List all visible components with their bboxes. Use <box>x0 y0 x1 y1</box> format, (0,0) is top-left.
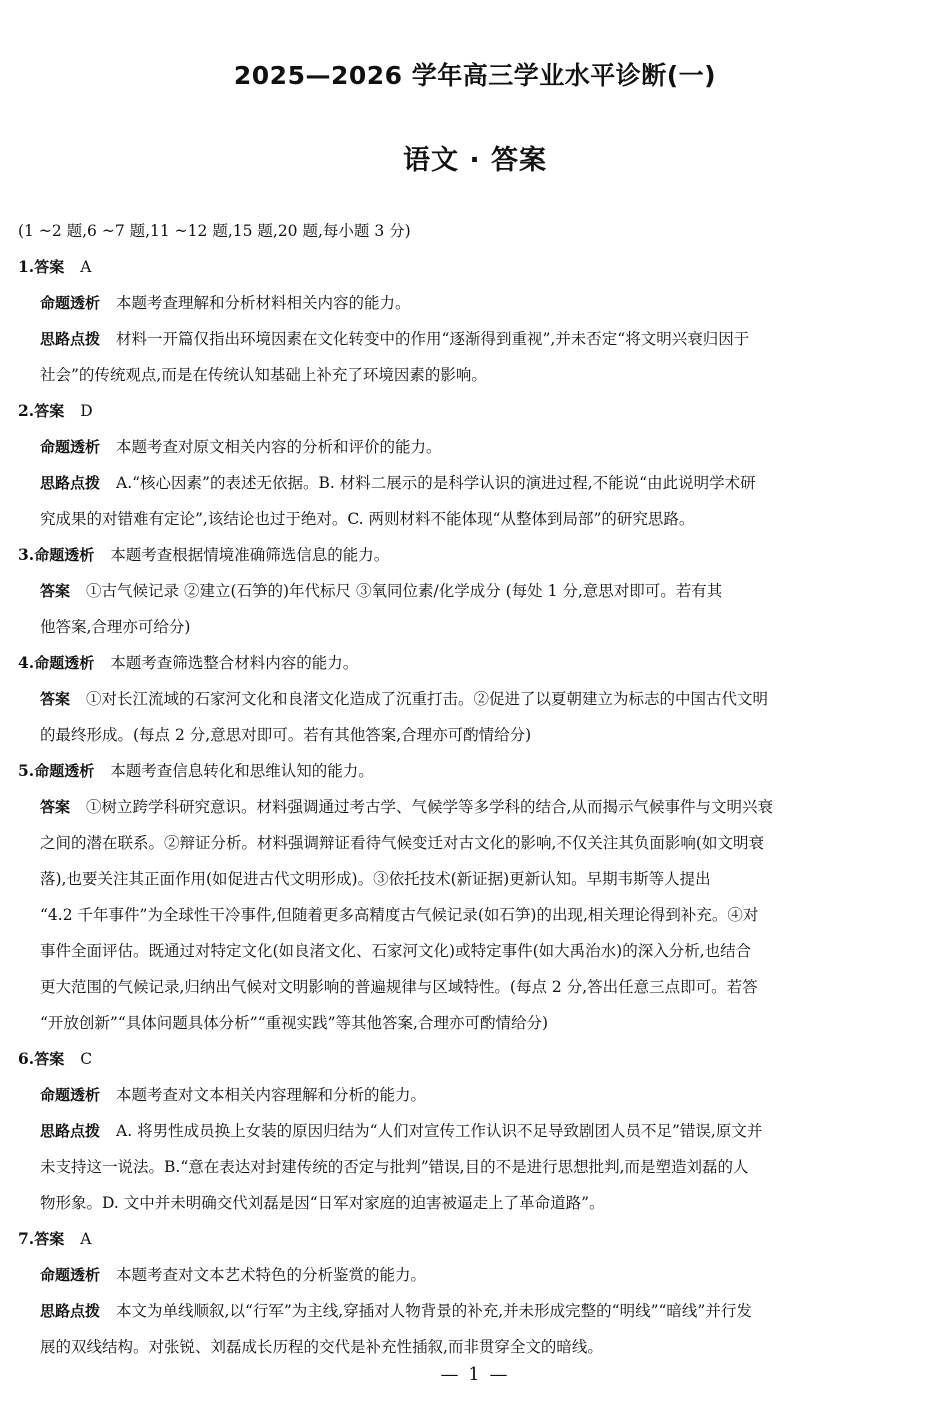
q5-answer-line-1 <box>18 789 932 825</box>
q5-answer-text-1: ①树立跨学科研究意识。材料强调通过考古学、气候学等多学科的结合,从而揭示气候事件与文明兴衰 <box>86 798 773 816</box>
q1-answer-value: A <box>80 258 92 276</box>
q7-answer-line <box>18 1221 932 1257</box>
q2-answer-value: D <box>80 402 93 420</box>
q6-number: 6. <box>18 1049 35 1068</box>
q2-analysis-text: 本题考查对原文相关内容的分析和评价的能力。 <box>116 438 442 456</box>
page-number: — 1 — <box>440 1364 510 1385</box>
q5-answer-label: 答案 <box>40 798 71 816</box>
q7-hint-label: 思路点拨 <box>40 1302 101 1320</box>
q2-number: 2. <box>18 401 35 420</box>
q6-analysis-label: 命题透析 <box>40 1086 101 1104</box>
q6-analysis-text: 本题考查对文本相关内容理解和分析的能力。 <box>116 1086 427 1104</box>
q1-hint-label: 思路点拨 <box>40 330 101 348</box>
q6-answer-line <box>18 1041 932 1077</box>
q1-hint-line-1 <box>18 321 932 357</box>
q2-hint-label: 思路点拨 <box>40 474 101 492</box>
q3-number: 3. <box>18 545 35 564</box>
q3-answer-label: 答案 <box>40 582 71 600</box>
q2-analysis-line <box>18 429 932 465</box>
q4-analysis-line <box>18 645 932 681</box>
q6-hint-line-1 <box>18 1113 932 1149</box>
q5-number: 5. <box>18 761 35 780</box>
q2-answer-label: 答案 <box>34 402 65 420</box>
q3-answer-text-1: ①古气候记录 ②建立(石笋的)年代标尺 ③氧同位素/化学成分 (每处 1 分,意思对即可。若有其 <box>86 582 723 600</box>
q6-analysis-line <box>18 1077 932 1113</box>
q1-analysis-text: 本题考查理解和分析材料相关内容的能力。 <box>116 294 411 312</box>
exam-title: 2025—2026 学年高三学业水平诊断(一) <box>233 61 717 90</box>
q2-answer-line <box>18 393 932 429</box>
q1-number: 1. <box>18 257 35 276</box>
q7-hint-text-1: 本文为单线顺叙,以“行军”为主线,穿插对人物背景的补充,并未形成完整的“明线”“暗线”并行发 <box>116 1302 752 1320</box>
q6-answer-value: C <box>80 1050 93 1068</box>
q5-analysis-text: 本题考查信息转化和思维认知的能力。 <box>110 762 374 780</box>
q5-answer-line-6: 更大范围的气候记录,归纳出气候对文明影响的普遍规律与区域特性。(每点 2 分,答出任意三点即可。若答 <box>40 978 758 996</box>
q1-hint-line-2: 社会”的传统观点,而是在传统认知基础上补充了环境因素的影响。 <box>40 366 487 384</box>
q3-answer-line-1 <box>18 573 932 609</box>
q7-hint-line-2: 展的双线结构。对张锐、刘磊成长历程的交代是补充性插叙,而非贯穿全文的暗线。 <box>40 1338 603 1356</box>
q5-answer-line-5: 事件全面评估。既通过对特定文化(如良渚文化、石家河文化)或特定事件(如大禹治水)的深入分析,也结合 <box>40 942 752 960</box>
q5-analysis-line <box>18 753 932 789</box>
q4-analysis-label: 命题透析 <box>34 654 95 672</box>
q3-analysis-label: 命题透析 <box>34 546 95 564</box>
q6-hint-label: 思路点拨 <box>40 1122 101 1140</box>
q7-analysis-text: 本题考查对文本艺术特色的分析鉴赏的能力。 <box>116 1266 427 1284</box>
q6-hint-text-1: A. 将男性成员换上女装的原因归结为“人们对宣传工作认识不足导致剧团人员不足”错误,原文并 <box>116 1122 763 1140</box>
q4-answer-line-2: 的最终形成。(每点 2 分,意思对即可。若有其他答案,合理亦可酌情给分) <box>40 726 532 744</box>
q7-analysis-label: 命题透析 <box>40 1266 101 1284</box>
q2-hint-line-2: 究成果的对错难有定论”,该结论也过于绝对。C. 两则材料不能体现“从整体到局部”的研究思路。 <box>40 510 695 528</box>
q1-hint-text-1: 材料一开篇仅指出环境因素在文化转变中的作用“逐渐得到重视”,并未否定“将文明兴衰归因于 <box>116 330 750 348</box>
q1-analysis-label: 命题透析 <box>40 294 101 312</box>
q7-answer-label: 答案 <box>34 1230 65 1248</box>
q6-hint-line-2: 未支持这一说法。B.“意在表达对封建传统的否定与批判”错误,目的不是进行思想批判,而是塑造刘磊的人 <box>40 1158 749 1176</box>
q4-number: 4. <box>18 653 35 672</box>
q4-answer-label: 答案 <box>40 690 71 708</box>
q6-answer-label: 答案 <box>34 1050 65 1068</box>
q7-answer-value: A <box>80 1230 92 1248</box>
q5-answer-line-7: “开放创新”“具体问题具体分析”“重视实践”等其他答案,合理亦可酌情给分) <box>40 1014 549 1032</box>
scoring-note: (1 ~2 题,6 ~7 题,11 ~12 题,15 题,20 题,每小题 3 分) <box>18 222 411 240</box>
q2-hint-line-1 <box>18 465 932 501</box>
q5-answer-line-3: 落),也要关注其正面作用(如促进古代文明形成)。③依托技术(新证据)更新认知。早期韦斯等人提出 <box>40 870 711 888</box>
q5-answer-line-4: “4.2 千年事件”为全球性干冷事件,但随着更多高精度古气候记录(如石笋)的出现,相关理论得到补充。④对 <box>40 906 759 924</box>
exam-subtitle: 语文 · 答案 <box>402 145 548 176</box>
q1-answer-label: 答案 <box>34 258 65 276</box>
q5-answer-line-2: 之间的潜在联系。②辩证分析。材料强调辩证看待气候变迁对古文化的影响,不仅关注其负面影响(如文明衰 <box>40 834 764 852</box>
answer-body <box>18 213 932 1365</box>
q4-analysis-text: 本题考查筛选整合材料内容的能力。 <box>110 654 359 672</box>
q3-answer-line-2: 他答案,合理亦可给分) <box>40 618 191 636</box>
q7-number: 7. <box>18 1229 35 1248</box>
q7-analysis-line <box>18 1257 932 1293</box>
q5-analysis-label: 命题透析 <box>34 762 95 780</box>
q2-hint-text-1: A.“核心因素”的表述无依据。B. 材料二展示的是科学认识的演进过程,不能说“由此说明学术研 <box>116 474 756 492</box>
q6-hint-line-3: 物形象。D. 文中并未明确交代刘磊是因“日军对家庭的迫害被逼走上了革命道路”。 <box>40 1194 605 1212</box>
q3-analysis-text: 本题考查根据情境准确筛选信息的能力。 <box>110 546 390 564</box>
q2-analysis-label: 命题透析 <box>40 438 101 456</box>
q1-analysis-line <box>18 285 932 321</box>
q3-analysis-line <box>18 537 932 573</box>
q4-answer-text-1: ①对长江流域的石家河文化和良渚文化造成了沉重打击。②促进了以夏朝建立为标志的中国古代文明 <box>86 690 769 708</box>
q1-answer-line <box>18 249 932 285</box>
q4-answer-line-1 <box>18 681 932 717</box>
q7-hint-line-1 <box>18 1293 932 1329</box>
